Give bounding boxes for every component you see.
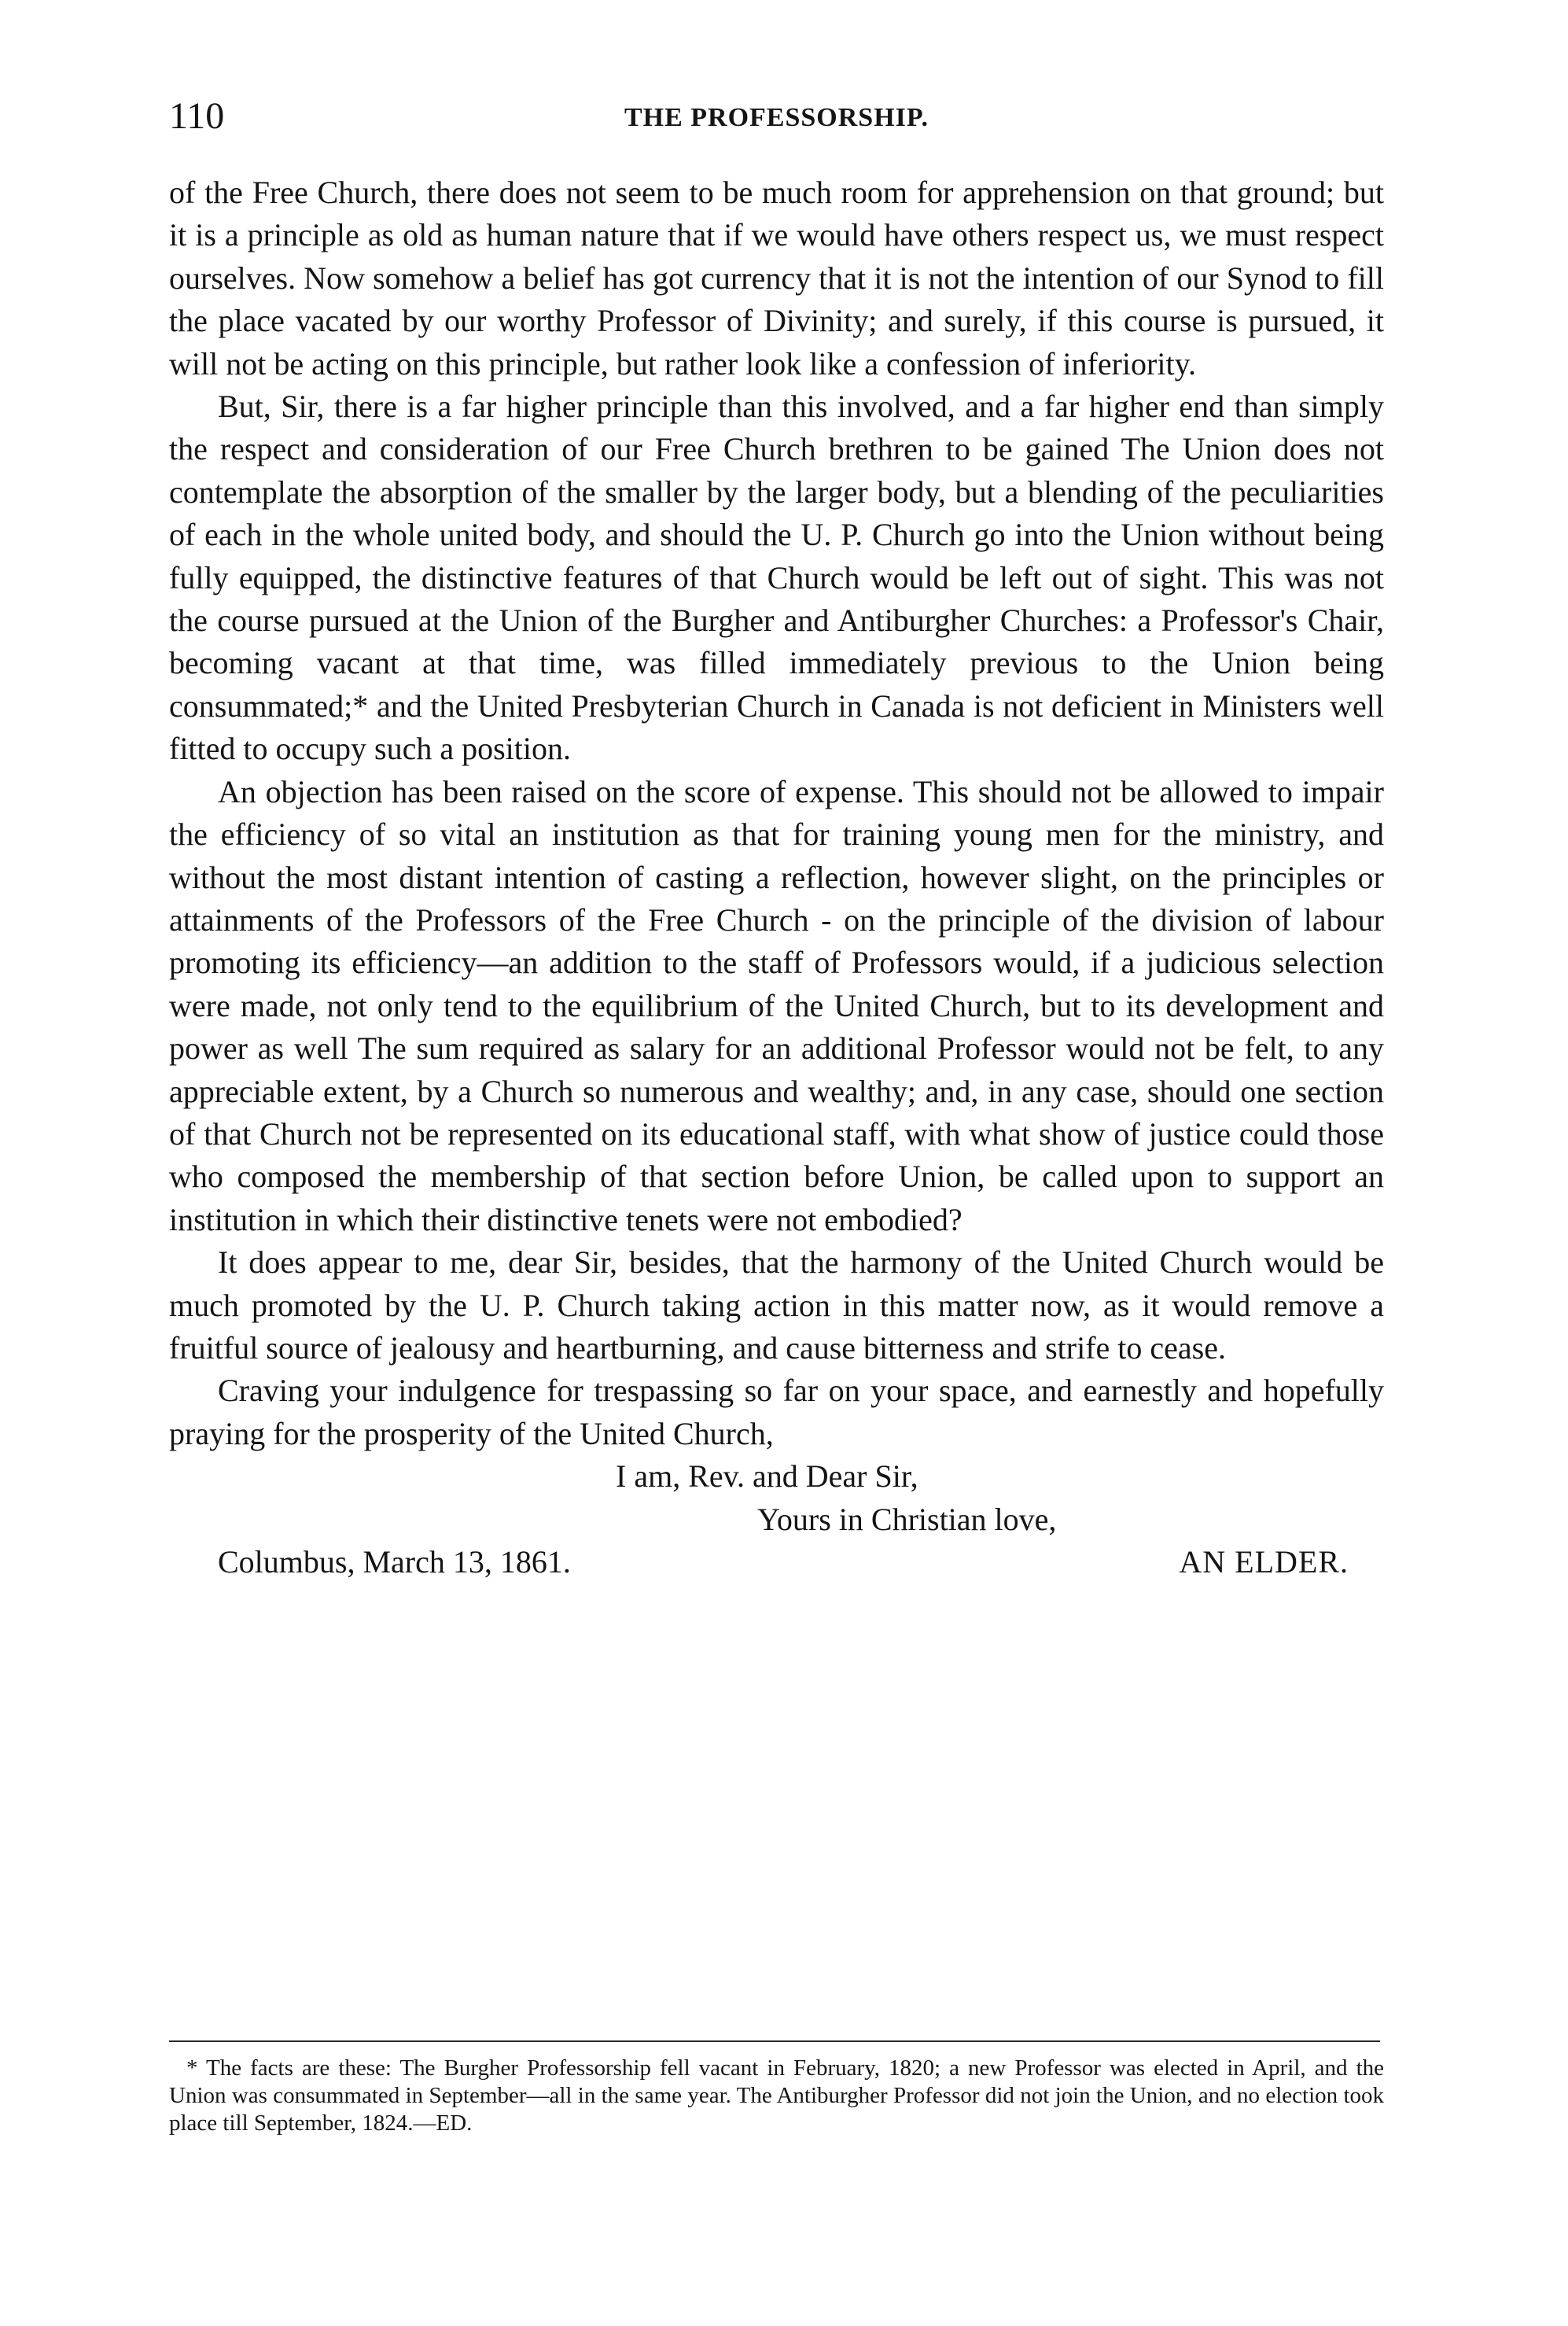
signature-line xyxy=(169,1541,1384,1583)
footnote-text: * The facts are these: The Burgher Professorship fell vacant in February, 1820; a new Professor was elected in April, and the Union was consummated in September—all in the same year. The Antiburgher Professor did not join the Union, and no election took place till September, 1824.—ED. xyxy=(169,2055,1384,2136)
closing-paragraph: Craving your indulgence for trespassing so far on your space, and earnestly and hopefully praying for the prosperity of the United Church, xyxy=(169,1373,1384,1451)
paragraph-continuation: of the Free Church, there does not seem to be much room for apprehension on that ground; but it is a principle as old as human nature that if we would have others respect us, we must respect ourselves. Now somehow a belief has got currency that it is not the intention of our Synod to fill the place vacated by our worthy Professor of Divinity; and surely, if this course is pursued, it will not be acting on this principle, but rather look like a confession of inferiority. xyxy=(169,175,1384,382)
running-head: THE PROFESSORSHIP. xyxy=(624,103,929,132)
salutation-line xyxy=(169,1455,1384,1498)
paragraph: An objection has been raised on the score of expense. This should not be allowed to impair the efficiency of so vital an institution as that for training young men for the ministry, and without the most distant intention of casting a reflection, however slight, on the principles or attainments of the Professors of the Free Church - on the principle of the division of labour promoting its efficiency—an addition to the staff of Professors would, if a judicious selection were made, not only tend to the equilibrium of the United Church, but to its development and power as well The sum required as salary for an additional Professor would not be felt, to any appreciable extent, by a Church so numerous and wealthy; and, in any case, should one section of that Church not be represented on its educational staff, with what show of justice could those who composed the membership of that section before Union, be called upon to support an institution in which their distinctive tenets were not embodied? xyxy=(169,773,1384,1237)
salutation: I am, Rev. and Dear Sir, xyxy=(616,1458,918,1495)
page-number: 110 xyxy=(169,95,225,137)
signature: AN ELDER. xyxy=(1179,1543,1349,1580)
body-text xyxy=(169,171,1384,1583)
page-header xyxy=(169,93,1384,140)
paragraph: But, Sir, there is a far higher principle than this involved, and a far higher end than simply the respect and consideration of our Free Church brethren to be gained The Union does not contemplate the absorption of the smaller by the larger body, but a blending of the peculiarities of each in the whole united body, and should the U. P. Church go into the Union without being fully equipped, the distinctive features of that Church would be left out of sight. This was not the course pursued at the Union of the Burgher and Antiburgher Churches: a Professor's Chair, becoming vacant at that time, was filled immediately previous to the Union being consummated;* and the United Presbyterian Church in Canada is not deficient in Ministers well fitted to occupy such a position. xyxy=(169,389,1384,767)
paragraph: It does appear to me, dear Sir, besides, that the harmony of the United Church would be much promoted by the U. P. Church taking action in this matter now, as it would remove a fruitful source of jealousy and heartburning, and cause bitterness and strife to cease. xyxy=(169,1244,1384,1366)
footnote-rule xyxy=(169,2040,1380,2042)
footnote xyxy=(169,2055,1384,2137)
valediction: Yours in Christian love, xyxy=(757,1501,1057,1537)
place-date: Columbus, March 13, 1861. xyxy=(218,1543,571,1580)
valediction-line xyxy=(169,1498,1384,1541)
